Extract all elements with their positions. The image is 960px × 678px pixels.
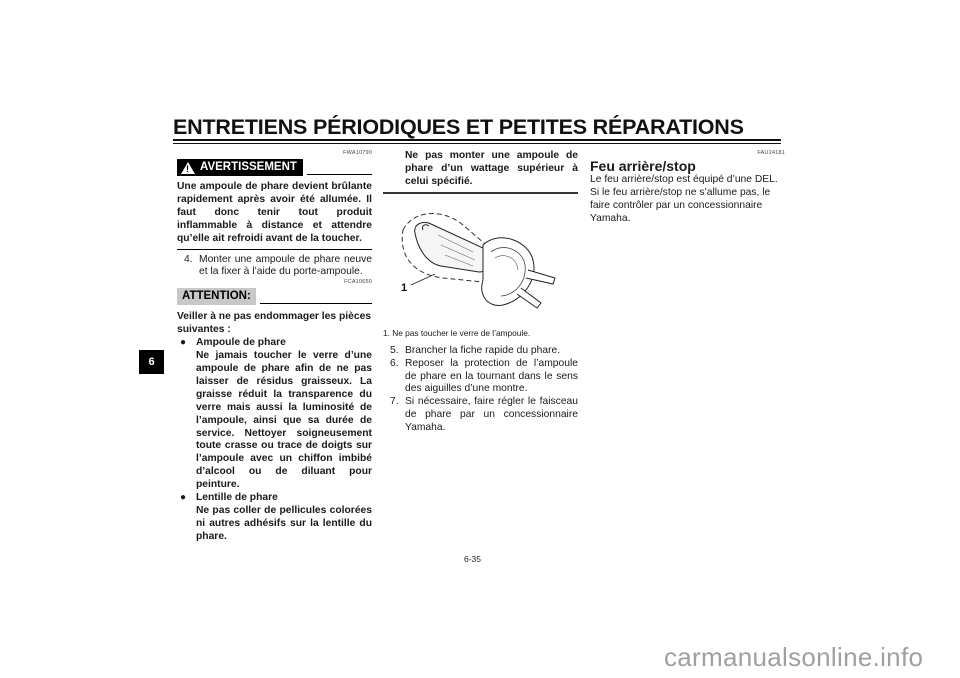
figure-caption: 1. Ne pas toucher le verre de l’ampoule. — [383, 327, 531, 338]
step-5 — [383, 345, 578, 358]
warning-heading — [177, 159, 372, 176]
warning-code: FWA10790 — [343, 150, 372, 156]
step-text: Reposer la protection de l’ampoule de phare en la tournant dans le sens des aiguilles d’une montre. — [405, 357, 578, 395]
step-4 — [177, 254, 372, 280]
attention-label: ATTENTION: — [177, 288, 256, 305]
callout-number: 1 — [401, 281, 408, 294]
page-number: 6-35 — [464, 554, 482, 564]
section-code: FAU24181 — [757, 150, 785, 156]
step-6 — [383, 358, 578, 397]
column-middle — [383, 150, 578, 435]
step-number: 7. — [390, 396, 399, 408]
header-rule-thin — [173, 143, 781, 144]
bullet-text: Ne jamais toucher le verre d’une ampoule de phare afin de ne pas laisser de résidus graisseux. La graisse réduit la transparence du verre mais aussi la luminosité de l’ampoule, ainsi que sa durée de service. Nettoyer soigneusement toute crasse ou trace de doigts sur l’ampoule avec un chiffon imbibé d’alcool ou de diluant pour peinture. — [196, 350, 372, 491]
watermark: carmanualsonline.info — [664, 642, 924, 672]
warning-label: AVERTISSEMENT — [200, 161, 297, 174]
step-text: Brancher la fiche rapide du phare. — [405, 344, 561, 356]
chapter-tab: 6 — [139, 350, 164, 374]
step-text: Si nécessaire, faire régler le faisceau de phare par un concessionnaire Yamaha. — [405, 396, 578, 434]
section-body: Le feu arrière/stop est équipé d’une DEL. Si le feu arrière/stop ne s’allume pas, le faire contrôler par un concessionnaire Yamaha. — [590, 174, 778, 224]
bullet-item — [177, 492, 372, 544]
bullet-item — [177, 337, 372, 492]
step-number: 4. — [184, 253, 193, 265]
column-right — [590, 150, 785, 226]
attention-heading — [177, 288, 372, 305]
bullet-text: Ne pas coller de pellicules colorées ni autres adhésifs sur la lentille du phare. — [196, 504, 372, 542]
step-number: 6. — [390, 357, 399, 369]
page-header-title: ENTRETIENS PÉRIODIQUES ET PETITES RÉPARATIONS — [173, 115, 744, 139]
bullet-title: Lentille de phare — [196, 492, 278, 504]
warning-text: Une ampoule de phare devient brûlante rapidement après avoir été allumée. Il faut donc tenir tout produit inflammable à distance et attendre qu’elle ait refroidi avant de la toucher. — [177, 181, 372, 244]
bullet-icon: ● — [180, 337, 187, 349]
step-number: 5. — [390, 344, 399, 356]
column-left — [177, 150, 372, 544]
headlight-bulb-illustration — [383, 200, 578, 328]
warning-triangle-icon: ! — [181, 162, 195, 174]
attention-underline — [260, 303, 372, 304]
attention-end-rule — [383, 192, 578, 194]
step-7 — [383, 396, 578, 435]
warning-end-rule — [177, 249, 372, 250]
headlight-bulb-icon — [383, 200, 578, 328]
bullet-icon: ● — [180, 492, 187, 504]
header-rule — [173, 139, 781, 141]
warning-underline — [307, 174, 372, 175]
bullet-title: Ampoule de phare — [196, 337, 286, 349]
attention-intro: Veiller à ne pas endommager les pièces suivantes : — [177, 311, 372, 336]
step-text: Monter une ampoule de phare neuve et la fixer à l’aide du porte-ampoule. — [199, 253, 372, 278]
attention-code: FCA10650 — [344, 279, 372, 286]
continued-attention-text: Ne pas monter une ampoule de phare d’un wattage supérieur à celui spécifié. — [405, 150, 578, 187]
section-title: Feu arrière/stop — [590, 158, 696, 174]
